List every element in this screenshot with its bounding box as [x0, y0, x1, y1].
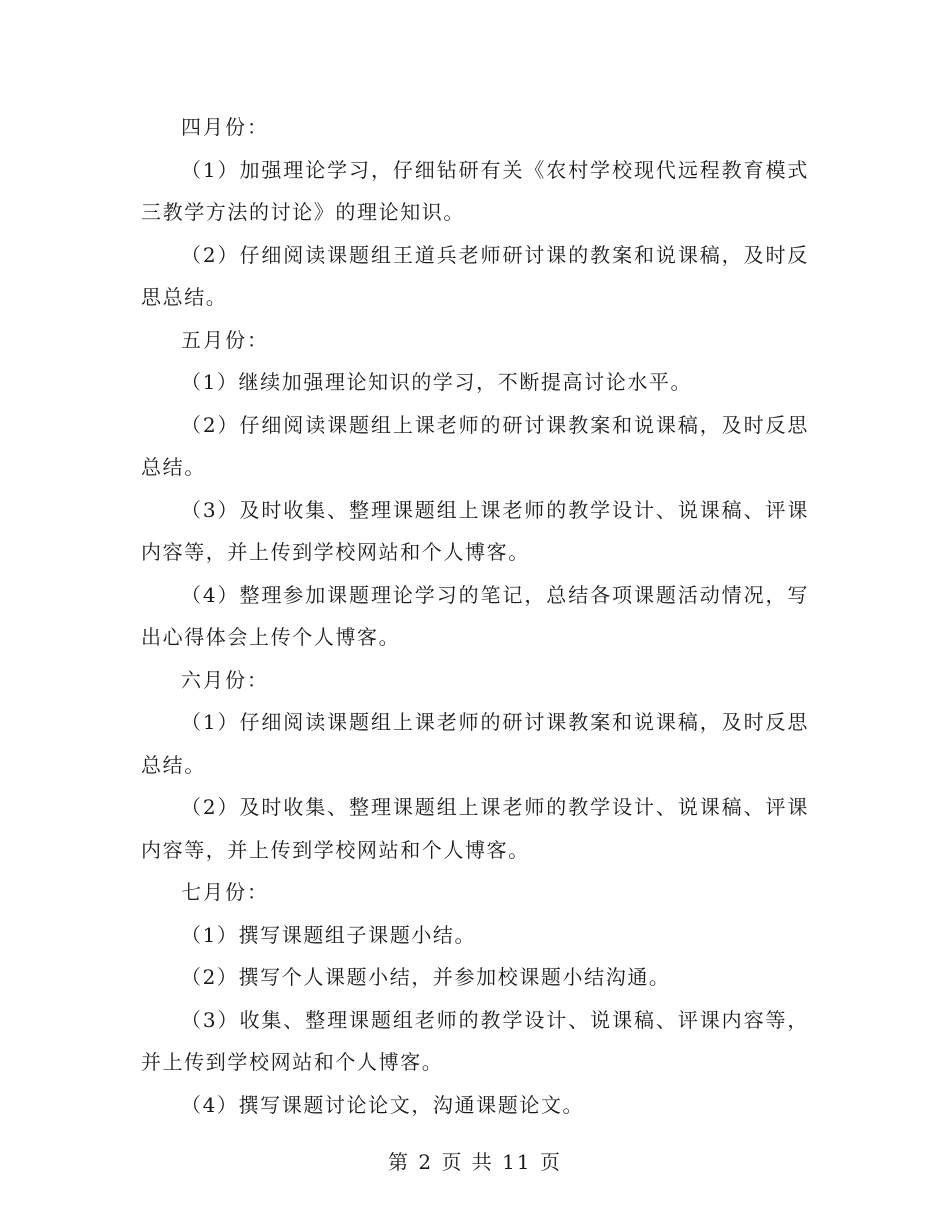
- list-item: （1）继续加强理论知识的学习，不断提高讨论水平。: [181, 370, 693, 394]
- list-item: （4）整理参加课题理论学习的笔记，总结各项课题活动情况，写出心得体会上传个人博客。: [141, 582, 809, 649]
- section-heading-may: 五月份：: [181, 327, 269, 352]
- list-item: （1）撰写课题组子课题小结。: [181, 922, 477, 947]
- list-item: （1）加强理论学习，仔细钻研有关《农村学校现代远程教育模式三教学方法的讨论》的理论知识。: [141, 157, 809, 224]
- section-heading-june: 六月份：: [181, 667, 269, 692]
- list-item: （2）仔细阅读课题组上课老师的研讨课教案和说课稿，及时反思总结。: [141, 412, 809, 479]
- section-heading-april: 四月份：: [181, 115, 269, 139]
- list-item: （2）仔细阅读课题组王道兵老师研讨课的教案和说课稿，及时反思总结。: [141, 242, 809, 309]
- list-item: （1）仔细阅读课题组上课老师的研讨课教案和说课稿，及时反思总结。: [141, 710, 809, 777]
- list-item: （2）及时收集、整理课题组上课老师的教学设计、说课稿、评课内容等，并上传到学校网站和个人博客。: [141, 795, 809, 862]
- list-item: （3）及时收集、整理课题组上课老师的教学设计、说课稿、评课内容等，并上传到学校网站和个人博客。: [141, 497, 809, 564]
- list-item: （3）收集、整理课题组老师的教学设计、说课稿、评课内容等，并上传到学校网站和个人博客。: [141, 1007, 809, 1074]
- page-number-footer: [0, 1146, 950, 1175]
- page-number-label: 第 2 页 共 11 页: [388, 1150, 562, 1174]
- document-body: [141, 106, 809, 1126]
- section-heading-july: 七月份：: [181, 880, 269, 904]
- list-item: （2）撰写个人课题小结，并参加校课题小结沟通。: [181, 965, 671, 989]
- list-item: （4）撰写课题讨论论文，沟通课题论文。: [181, 1092, 585, 1117]
